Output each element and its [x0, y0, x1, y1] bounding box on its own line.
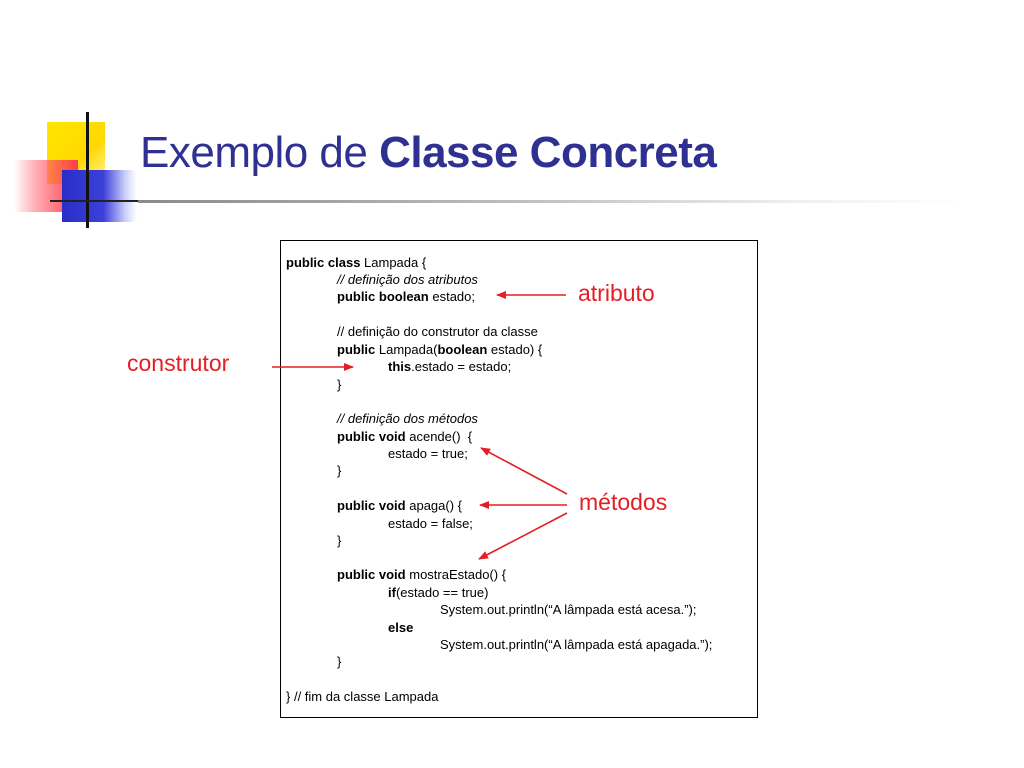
- code-line: public Lampada(boolean estado) {: [337, 342, 543, 357]
- title-prefix: Exemplo de: [140, 128, 380, 177]
- code-line: this.estado = estado;: [388, 359, 512, 374]
- code-line: System.out.println(“A lâmpada está acesa.”);: [440, 602, 697, 617]
- label-metodos: métodos: [579, 489, 668, 515]
- code-line: }: [337, 377, 342, 392]
- code-line: public void apaga() {: [337, 498, 462, 513]
- title-emphasis: Classe Concreta: [379, 128, 717, 177]
- page-title: [140, 128, 716, 178]
- code-line: }: [337, 654, 342, 669]
- code-line: // definição dos atributos: [337, 272, 478, 287]
- code-line: if(estado == true): [388, 585, 489, 600]
- code-line: else: [388, 620, 414, 635]
- code-line: public boolean estado;: [337, 289, 475, 304]
- code-line: public class Lampada {: [286, 255, 427, 270]
- code-line: } // fim da classe Lampada: [286, 689, 439, 704]
- logo-horizontal-line: [50, 200, 140, 202]
- code-line: }: [337, 463, 342, 478]
- code-line: // definição do construtor da classe: [337, 324, 538, 339]
- code-line: }: [337, 533, 342, 548]
- logo-blue-square: [62, 170, 137, 222]
- logo-vertical-line: [86, 112, 89, 228]
- label-construtor: construtor: [127, 350, 230, 376]
- code-box: [280, 240, 758, 718]
- label-atributo: atributo: [578, 280, 655, 306]
- code-line: // definição dos métodos: [337, 411, 478, 426]
- code-line: public void acende() {: [337, 429, 473, 444]
- code-line: System.out.println(“A lâmpada está apagada.”);: [440, 637, 713, 652]
- code-line: public void mostraEstado() {: [337, 567, 507, 582]
- code-line: estado = false;: [388, 516, 473, 531]
- title-underline: [138, 200, 968, 203]
- code-line: estado = true;: [388, 446, 468, 461]
